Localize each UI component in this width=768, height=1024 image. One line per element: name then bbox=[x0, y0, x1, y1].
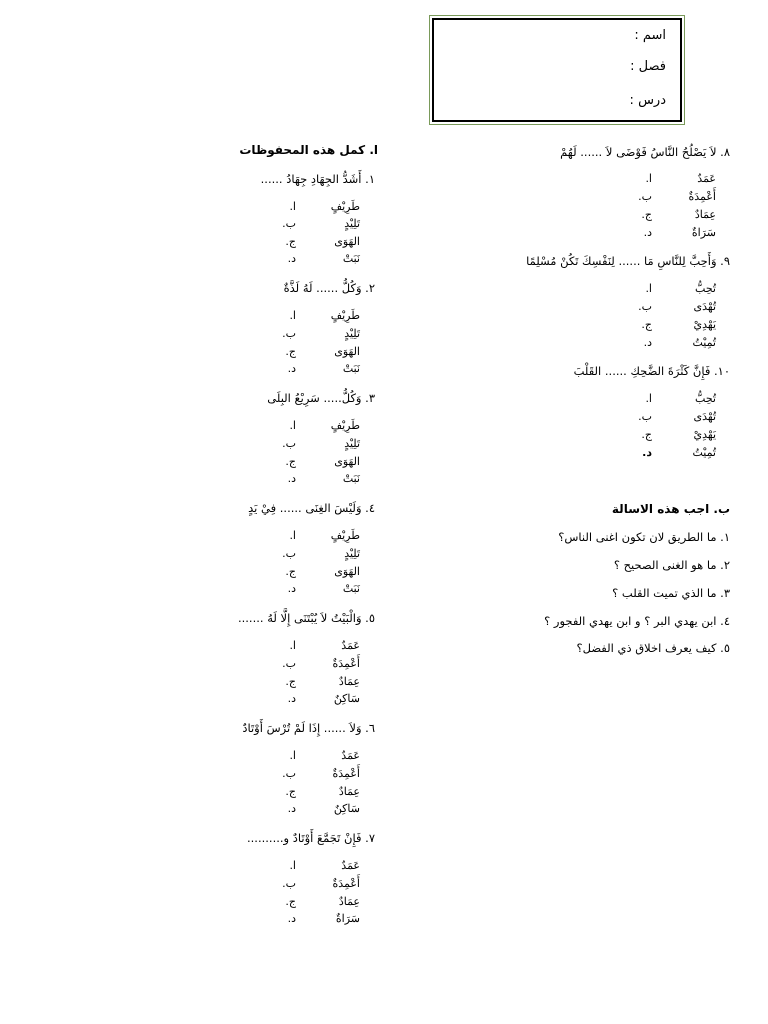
option-letter: ا. bbox=[289, 749, 296, 762]
option-d bbox=[270, 802, 360, 815]
option-letter: ب. bbox=[282, 327, 296, 340]
option-c bbox=[626, 318, 716, 331]
option-letter: ا. bbox=[289, 200, 296, 213]
option-letter: ب. bbox=[638, 300, 652, 313]
student-info-box bbox=[432, 18, 682, 122]
option-word: عَمَدٌ bbox=[697, 172, 716, 185]
question-text: ٢. وَكُلُّ ...... لَهُ لَذَّةٌ bbox=[283, 281, 375, 295]
option-d bbox=[270, 582, 360, 595]
option-b bbox=[270, 217, 360, 230]
option-word: سَاكِنٌ bbox=[333, 802, 360, 815]
option-letter: ب. bbox=[282, 657, 296, 670]
option-d bbox=[626, 336, 716, 349]
option-d bbox=[626, 226, 716, 239]
class-field bbox=[608, 59, 666, 74]
option-word: تُمِيْتُ bbox=[692, 446, 716, 459]
option-letter: ج. bbox=[285, 455, 296, 468]
option-word: عِمَادٌ bbox=[338, 675, 360, 688]
option-word: عَمَدٌ bbox=[341, 859, 360, 872]
question-text: ٥. وَالْبَيْتُ لاَ يُبْتَنَى إِلَّا لَهُ ....... bbox=[237, 611, 375, 625]
option-d bbox=[270, 362, 360, 375]
option-b bbox=[270, 767, 360, 780]
option-letter: ا. bbox=[289, 859, 296, 872]
option-letter: ا. bbox=[289, 529, 296, 542]
option-letter: ج. bbox=[285, 565, 296, 578]
option-letter: ج. bbox=[641, 428, 652, 441]
option-a bbox=[270, 200, 360, 213]
option-word: طَرِيْفٍ bbox=[330, 419, 360, 432]
option-word: أَعْمِدَةٌ bbox=[332, 657, 360, 670]
option-a bbox=[270, 529, 360, 542]
option-letter: ج. bbox=[285, 235, 296, 248]
option-word: الهَوَى bbox=[334, 455, 360, 468]
lesson-colon: : bbox=[629, 93, 634, 108]
option-b bbox=[270, 437, 360, 450]
option-word: طَرِيْفٍ bbox=[330, 200, 360, 213]
option-b bbox=[626, 190, 716, 203]
question-text: ١٠. فَإِنَّ كَثْرَةَ الضَّحِكِ ...... القَلْبَ bbox=[573, 364, 730, 378]
option-letter: د. bbox=[287, 362, 296, 375]
option-word: نَبَتْ bbox=[342, 472, 360, 485]
option-word: نَبَتْ bbox=[342, 252, 360, 265]
option-letter: د. bbox=[643, 336, 652, 349]
option-word: تَلِيْدٍ bbox=[344, 547, 360, 560]
option-word: أَعْمِدَةٌ bbox=[332, 877, 360, 890]
option-word: أَعْمِدَةٌ bbox=[332, 767, 360, 780]
option-letter: ج. bbox=[285, 895, 296, 908]
open-question-3: ٣. ما الذي تميت القلب ؟ bbox=[612, 586, 730, 600]
class-colon: : bbox=[630, 59, 635, 74]
option-c bbox=[270, 455, 360, 468]
option-a bbox=[270, 749, 360, 762]
name-label: اسم bbox=[642, 28, 666, 43]
option-a bbox=[626, 282, 716, 295]
option-d bbox=[270, 472, 360, 485]
option-b bbox=[626, 410, 716, 423]
option-letter: د. bbox=[287, 582, 296, 595]
option-letter: د. bbox=[287, 692, 296, 705]
option-c bbox=[270, 565, 360, 578]
option-word: الهَوَى bbox=[334, 565, 360, 578]
option-word: تُهْدَى bbox=[693, 410, 716, 423]
option-letter: ج. bbox=[641, 318, 652, 331]
option-d bbox=[626, 446, 716, 459]
option-letter: ب. bbox=[282, 877, 296, 890]
option-letter: د. bbox=[643, 226, 652, 239]
section-b-heading: ب. اجب هذه الاسالة bbox=[611, 502, 730, 516]
option-letter: ا. bbox=[645, 172, 652, 185]
option-letter: د. bbox=[642, 446, 652, 459]
option-word: تُحِبُّ bbox=[695, 282, 716, 295]
option-b bbox=[270, 657, 360, 670]
option-letter: ب. bbox=[282, 437, 296, 450]
option-letter: ج. bbox=[285, 785, 296, 798]
name-field bbox=[612, 28, 666, 43]
option-a bbox=[626, 392, 716, 405]
option-b bbox=[270, 877, 360, 890]
option-letter: د. bbox=[287, 472, 296, 485]
option-c bbox=[270, 785, 360, 798]
section-a-heading: ا. كمل هذه المحفوظات bbox=[239, 143, 378, 157]
option-b bbox=[270, 327, 360, 340]
option-d bbox=[270, 692, 360, 705]
option-word: طَرِيْفٍ bbox=[330, 309, 360, 322]
question-text: ١. أَشَدُّ الجِهَادِ جِهَادُ ...... bbox=[260, 172, 375, 186]
option-a bbox=[270, 639, 360, 652]
question-text: ٣. وَكُلُّ..... سَرِيْعُ البِلَى bbox=[267, 391, 375, 405]
option-word: عَمَدٌ bbox=[341, 749, 360, 762]
option-word: نَبَتْ bbox=[342, 362, 360, 375]
open-question-1: ١. ما الطريق لان تكون اغنى الناس؟ bbox=[558, 530, 730, 544]
option-word: سَاكِنٌ bbox=[333, 692, 360, 705]
option-a bbox=[270, 309, 360, 322]
open-question-2: ٢. ما هو الغنى الصحيح ؟ bbox=[613, 558, 730, 572]
option-d bbox=[270, 912, 360, 925]
option-c bbox=[270, 345, 360, 358]
option-letter: ب. bbox=[638, 190, 652, 203]
option-letter: ا. bbox=[645, 392, 652, 405]
class-label: فصل bbox=[638, 59, 666, 74]
option-letter: ج. bbox=[285, 675, 296, 688]
option-word: الهَوَى bbox=[334, 345, 360, 358]
question-text: ٦. وَلاَ ...... إِذَا لَمْ تُرْسَ أَوْتَادٌ bbox=[242, 721, 375, 735]
option-c bbox=[270, 895, 360, 908]
option-a bbox=[270, 419, 360, 432]
option-word: تُحِبُّ bbox=[695, 392, 716, 405]
option-word: الهَوَى bbox=[334, 235, 360, 248]
question-text: ٩. وَأَحِبَّ لِلنَّاسِ مَا ...... لِنَفْسِكَ تَكُنْ مُسْلِمًا bbox=[526, 254, 730, 268]
question-text: ٨. لاَ يَصْلُحُ النَّاسُ فَوْضَى لاَ ...... لَهُمْ bbox=[560, 145, 730, 159]
lesson-field bbox=[608, 93, 666, 108]
option-word: تَلِيْدٍ bbox=[344, 437, 360, 450]
open-question-4: ٤. ابن يهدي البر ؟ و ابن يهدي الفجور ؟ bbox=[544, 614, 730, 628]
option-word: يَهْدِيْ bbox=[693, 428, 716, 441]
option-letter: د. bbox=[287, 912, 296, 925]
option-word: عِمَادٌ bbox=[694, 208, 716, 221]
option-word: أَعْمِدَةٌ bbox=[688, 190, 716, 203]
option-c bbox=[270, 675, 360, 688]
option-letter: ب. bbox=[282, 217, 296, 230]
option-word: تَلِيْدٍ bbox=[344, 327, 360, 340]
option-a bbox=[270, 859, 360, 872]
option-word: سَرَاةٌ bbox=[335, 912, 360, 925]
option-b bbox=[626, 300, 716, 313]
option-word: عِمَادٌ bbox=[338, 785, 360, 798]
option-letter: ا. bbox=[289, 309, 296, 322]
option-word: عِمَادٌ bbox=[338, 895, 360, 908]
option-letter: ج. bbox=[285, 345, 296, 358]
option-word: سَرَاةٌ bbox=[691, 226, 716, 239]
option-word: عَمَدٌ bbox=[341, 639, 360, 652]
name-colon: : bbox=[634, 28, 639, 43]
option-a bbox=[626, 172, 716, 185]
option-letter: ا. bbox=[645, 282, 652, 295]
option-letter: د. bbox=[287, 802, 296, 815]
question-text: ٧. فَإِنْ تَجَمَّعَ أَوْتَادٌ و.......... bbox=[247, 831, 375, 845]
option-c bbox=[626, 208, 716, 221]
option-c bbox=[626, 428, 716, 441]
option-letter: ا. bbox=[289, 419, 296, 432]
option-letter: ب. bbox=[282, 767, 296, 780]
option-letter: ج. bbox=[641, 208, 652, 221]
option-word: يَهْدِيْ bbox=[693, 318, 716, 331]
option-word: تُمِيْتُ bbox=[692, 336, 716, 349]
option-letter: ا. bbox=[289, 639, 296, 652]
lesson-label: درس bbox=[638, 93, 666, 108]
option-word: نَبَتْ bbox=[342, 582, 360, 595]
option-b bbox=[270, 547, 360, 560]
option-word: تُهْدَى bbox=[693, 300, 716, 313]
option-word: تَلِيْدٍ bbox=[344, 217, 360, 230]
option-letter: ب. bbox=[282, 547, 296, 560]
open-question-5: ٥. كيف يعرف اخلاق ذي الفضل؟ bbox=[576, 641, 730, 655]
option-letter: ب. bbox=[638, 410, 652, 423]
option-c bbox=[270, 235, 360, 248]
option-d bbox=[270, 252, 360, 265]
option-word: طَرِيْفٍ bbox=[330, 529, 360, 542]
question-text: ٤. وَلَيْسَ الغِنَى ...... فِيْ يَدٍ bbox=[248, 501, 375, 515]
option-letter: د. bbox=[287, 252, 296, 265]
